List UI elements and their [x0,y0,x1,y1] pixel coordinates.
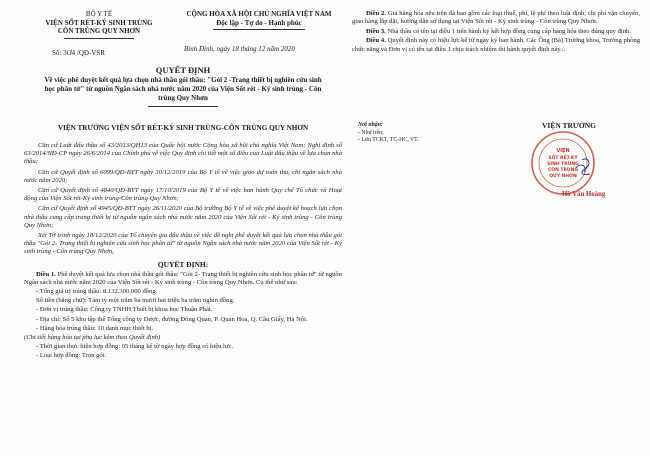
article-1 [24,271,342,287]
legal-basis-1: Căn cứ Luật đấu thầu số 43/2013/QH13 của Quốc hội nước Cộng hòa xã hội chủ nghĩa Việt Nam; Nghị định số 63/2014/NĐ-CP ngày 26/6/2014 của Chính phủ về việc Quy định chi tiết một số điều của Luật đấu thầu về lựa chọn nhà thầu; [24,142,342,166]
issue-date: Bình Định, ngày 18 tháng 12 năm 2020 [184,45,295,53]
right-column [352,10,641,198]
article-2-label: Điều 2. [366,10,386,17]
article-3-text: Nhà thầu có tên tại điều 1 tiến hành ký kết hợp đồng cung cấp hàng hóa theo đúng quy định. [387,27,631,35]
article-3 [352,28,640,36]
svg-text:CÔN TRÙNG: CÔN TRÙNG [547,168,579,173]
legal-basis-3: Căn cứ Quyết định số 4840/QĐ-BYT ngày 17/10/2019 của Bộ Y tế về việc ban hành Quy chế Tổ chức và Hoạt động của Viện Sốt rét-Ký sinh trùng-Côn trùng Quy Nhơn; [24,187,342,203]
national-header [174,10,344,30]
svg-text:QUY NHƠN: QUY NHƠN [549,174,577,179]
article-1-item: - Đơn vị trúng thầu: Công ty TNHH Thiết bị khoa học Thuận Phát. [36,306,213,314]
article-4-label: Điều 4. [366,37,386,45]
article-2 [352,10,640,27]
institute-name-line2: CÔN TRÙNG QUY NHƠN [57,27,141,35]
article-1-item: Số tiền (bằng chữ): Tám tỷ một trăm ba mươi hai triệu ba trăm nghìn đồng. [36,297,235,305]
svg-text:SINH TRÙNG: SINH TRÙNG [547,162,579,167]
national-motto: Độc lập - Tự do - Hạnh phúc [216,18,302,27]
article-4-text: Quyết định này có hiệu lực kể từ ngày ký ban hành. Các Ông (Bà) Trưởng khoa, Trưởng phòng chức năng và Đơn vị có tên tại điều 1 chịu trách nhiệm thi hành quyết định này./. [352,37,641,53]
article-1-item: - Địa chỉ: Số 5 khu tập thể Tổng công ty Dược, đường Đông Quan, P. Quan Hoa, Q. Cầu Giấy, Hà Nội. [36,315,308,323]
article-1-text: Phê duyệt kết quả lựa chọn nhà thầu gói thầu: "Gói 2- Trang thiết bị nghiên cứu sinh học phân tử" từ nguồn Ngân sách nhà nước năm 2020 của Viện Sốt rét - Ký sinh trùng - Côn trùng Quy Nhơn. Cụ thể như sau: [24,270,343,286]
institute-name-line1: VIỆN SỐT RÉT-KÝ SINH TRÙNG [45,18,153,27]
appendix-note: (Chi tiết hàng hóa tại phụ lục kèm theo Quyết định) [24,334,161,342]
decision-number: Số: 3Ơ4 /QĐ-VSR [52,49,105,57]
issuer-underline [64,38,134,39]
motto-underline [213,29,305,30]
document-title: QUYẾT ĐỊNH [155,65,211,75]
legal-basis-2: Căn cứ Quyết định số 6099/QĐ-BYT ngày 30/12/2019 của Bộ Y tế về việc giao dự toán thu, chi ngân sách nhà nước năm 2020; [24,168,342,184]
country-name: CỘNG HÒA XÃ HỘI CHỦ NGHĨA VIỆT NAM [186,10,332,18]
ministry-name: BỘ Y TẾ [85,10,113,18]
issuing-authority: VIỆN TRƯỞNG VIỆN SỐT RÉT-KÝ SINH TRÙNG-CÔN TRÙNG QUY NHƠN [57,124,309,132]
legal-basis-4: Căn cứ Quyết định số 4945/QĐ-BYT ngày 26/11/2020 của Bộ trưởng Bộ Y tế về việc phê duyệt kế hoạch lựa chọn nhà thầu cung cấp trang thiết bị từ nguồn ngân sách nhà nước năm 2020 của Viện Sốt rét - Ký sinh trùng - Côn trùng Quy Nhơn; [24,205,342,229]
decision-heading: QUYẾT ĐỊNH: [157,259,209,269]
document-subject: Về việc phê duyệt kết quả lựa chọn nhà thầu gói thầu: "Gói 2 -Trang thiết bị nghiên cứu sinh học phân tử" từ nguồn Ngân sách nhà nước năm 2020 của Viện Sốt rét - Ký sinh trùng - Côn trùng Quy Nhơn [44,76,322,102]
article-4 [352,37,640,54]
article-1-label: Điều 1. [36,270,56,278]
recipient-line: - Như trên; [358,129,384,136]
recipients-heading: Nơi nhận: [358,122,383,128]
signature-title: VIỆN TRƯỞNG [542,121,596,130]
issuer-header [24,10,174,39]
article-2-text: Giá hàng hóa nêu trên đã bao gồm các loại thuế, phí, lệ phí theo luật định, chi phí vận chuyển, giao hàng lắp đặt, hướng dẫn sử dụng tại Viện Sốt rét - Ký sinh trùng - Côn trùng Quy Nhơn. [352,10,640,26]
legal-basis-5: Xét Tờ trình ngày 18/12/2020 của Tổ chuyên gia đấu thầu về việc đề nghị phê duyệt kết quả lựa chọn nhà thầu gói thầu "Gói 2- Trang thiết bị nghiên cứu sinh học phân tử" từ nguồn Ngân sách nhà nước năm 2020 của Viện Sốt rét - Ký sinh trùng - Côn trùng Quy Nhơn, [24,232,342,256]
subject-underline [148,106,218,107]
article-1-item: - Tổng giá trị trúng thầu: 8.132.300.000 đồng. [36,288,158,296]
svg-text:VIỆN: VIỆN [556,148,570,154]
article-3-label: Điều 3. [366,27,386,35]
svg-text:SỐT RÉT-KÝ: SỐT RÉT-KÝ [548,156,578,161]
article-1-item: - Loại hợp đồng: Trọn gói. [36,352,107,360]
recipients-block [358,122,419,145]
title-block [24,65,342,107]
document-body [24,142,342,362]
signer-name: Hồ Văn Hoàng [562,191,606,198]
article-1-item: - Thời gian thực hiện hợp đồng: 05 tháng kể từ ngày hợp đồng có hiệu lực. [36,343,234,351]
article-1-item: - Hàng hóa trúng thầu: 10 danh mục thiết bị. [36,324,154,332]
recipient-line: - Lưu TCKT, TC-HC, VT. [358,137,419,143]
